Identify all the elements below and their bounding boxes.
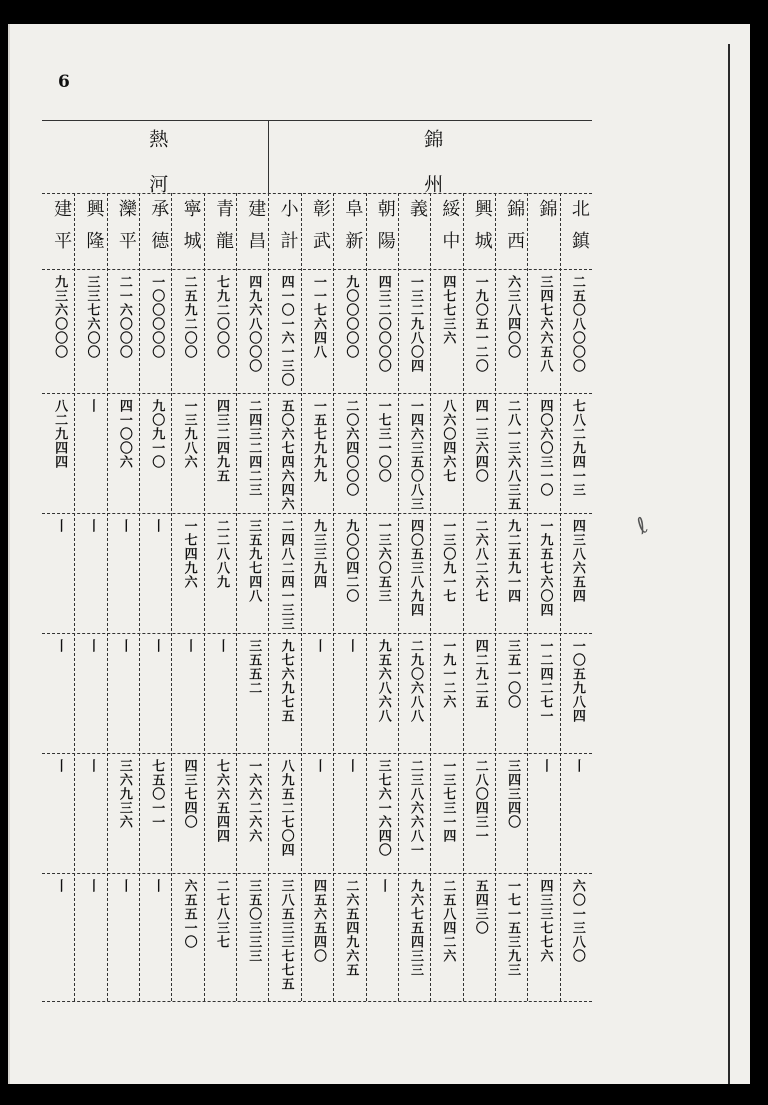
data-cell: 三五九七四八 [246, 519, 262, 603]
data-cell: 丨 [116, 519, 132, 533]
county-name: 綏中 [439, 199, 461, 263]
data-cell: 三四三四〇 [505, 759, 521, 829]
data-cell: 九〇〇四二〇 [343, 519, 359, 603]
data-cell: 丨 [343, 639, 359, 653]
band-divider [42, 873, 592, 874]
data-cell: 一七三一〇〇 [375, 399, 391, 483]
data-cell: 四三二〇〇〇〇 [375, 275, 391, 373]
data-cell: 九三六〇〇〇 [52, 275, 68, 359]
data-cell: 七六六五四四 [213, 759, 229, 843]
data-cell: 丨 [84, 639, 100, 653]
data-cell: 丨 [537, 759, 553, 773]
column-divider [527, 193, 528, 1001]
data-cell: 一一七六四八 [311, 275, 326, 359]
data-cell: 丨 [116, 879, 132, 893]
data-cell: 丨 [84, 879, 100, 893]
column-divider [107, 193, 108, 1001]
county-name: 阜新 [342, 199, 364, 263]
data-cell: 一九一二六 [440, 639, 456, 709]
band-divider [42, 633, 592, 634]
column-divider [171, 193, 172, 1001]
data-cell: 丨 [84, 519, 100, 533]
data-cell: 八六〇四六七 [440, 399, 456, 483]
data-cell: 二四八二四一三三 [278, 519, 294, 631]
band-divider [42, 393, 592, 394]
data-cell: 一三〇九一七 [440, 519, 456, 603]
data-cell: 二九〇六八八 [408, 639, 424, 723]
data-cell: 丨 [213, 639, 229, 653]
data-cell: 九三三九四 [311, 519, 326, 589]
county-name: 北鎮 [568, 199, 590, 263]
data-cell: 一七一五三九三 [505, 879, 521, 977]
province-divider [268, 121, 269, 193]
column-divider [430, 193, 431, 1001]
data-cell: 四一〇一六一三〇 [278, 275, 294, 387]
data-cell: 三四七六六五八 [537, 275, 553, 373]
data-cell: 一九〇五一二〇 [472, 275, 488, 373]
column-divider [74, 193, 75, 1001]
county-name: 興隆 [83, 199, 105, 263]
data-cell: 二二八八九 [213, 519, 229, 589]
column-divider [268, 193, 269, 1001]
data-cell: 九〇九一〇 [149, 399, 165, 469]
data-cell: 四一〇〇六 [116, 399, 132, 469]
statistics-table [42, 120, 592, 1001]
data-cell: 一四六三五〇八三 [408, 399, 424, 511]
data-cell: 丨 [52, 519, 68, 533]
county-name: 青龍 [212, 199, 234, 263]
data-cell: 四一三六四〇 [472, 399, 488, 483]
header-divider [42, 193, 592, 194]
data-cell: 二一六〇〇〇 [116, 275, 132, 359]
column-divider [463, 193, 464, 1001]
data-cell: 丨 [84, 759, 100, 773]
data-cell: 三三七六〇〇 [84, 275, 100, 359]
data-cell: 二八〇四三一 [472, 759, 488, 843]
province-label: 熱河 [146, 129, 169, 219]
data-cell: 二六八二六七 [472, 519, 488, 603]
data-cell: 丨 [52, 639, 68, 653]
data-cell: 八九五二七〇四 [278, 759, 294, 857]
data-cell: 二五八四二六 [440, 879, 456, 963]
data-cell: 九二五九一四 [505, 519, 521, 603]
data-cell: 五〇六七四六四六 [278, 399, 294, 511]
data-cell: 丨 [311, 759, 326, 773]
data-cell: 九〇〇〇〇〇 [343, 275, 359, 359]
data-cell: 八二九四四 [52, 399, 68, 469]
data-cell: 二五〇八〇〇〇 [569, 275, 585, 373]
data-cell: 四〇五三八九四 [408, 519, 424, 617]
data-cell: 丨 [149, 879, 165, 893]
pencil-annotation: ℓ [632, 513, 653, 540]
data-cell: 九六七五四三三 [408, 879, 424, 977]
column-divider [398, 193, 399, 1001]
band-divider [42, 1001, 592, 1002]
band-divider [42, 753, 592, 754]
data-cell: 丨 [149, 519, 165, 533]
data-cell: 三五五二 [246, 639, 262, 695]
data-cell: 丨 [343, 759, 359, 773]
data-cell: 丨 [149, 639, 165, 653]
data-cell: 六〇一三八〇 [569, 879, 585, 963]
data-cell: 一九五七六〇四 [537, 519, 553, 617]
data-cell: 一七四九六 [181, 519, 197, 589]
data-cell: 六五五一〇 [181, 879, 197, 949]
data-cell: 三八五三三七七五 [278, 879, 294, 991]
page-number: 6 [58, 72, 70, 92]
column-divider [560, 193, 561, 1001]
data-cell: 四二九二五 [472, 639, 488, 709]
county-name: 錦西 [504, 199, 526, 263]
county-name: 承德 [148, 199, 170, 263]
data-cell: 二三八六六八一 [408, 759, 424, 857]
data-cell: 一二四二七一 [537, 639, 553, 723]
data-cell: 一三六〇五三 [375, 519, 391, 603]
county-name: 建平 [51, 199, 73, 263]
data-cell: 四三二四九五 [213, 399, 229, 483]
column-divider [366, 193, 367, 1001]
data-cell: 三六九三六 [116, 759, 132, 829]
data-cell: 丨 [569, 759, 585, 773]
data-cell: 二七八三七 [213, 879, 229, 949]
county-name: 寧城 [180, 199, 202, 263]
county-name: 灤平 [115, 199, 137, 263]
column-divider [495, 193, 496, 1001]
data-cell: 四〇六〇三一〇 [537, 399, 553, 497]
column-divider [139, 193, 140, 1001]
data-cell: 七八二九四一三 [569, 399, 585, 497]
data-cell: 三五〇三三三 [246, 879, 262, 963]
data-cell: 二〇六四〇〇〇 [343, 399, 359, 497]
county-name: 錦 [536, 199, 558, 231]
column-divider [301, 193, 302, 1001]
data-cell: 二六五四九六五 [343, 879, 359, 977]
data-cell: 一五七九九九 [311, 399, 326, 483]
province-label: 錦州 [421, 129, 444, 219]
data-cell: 四九六八〇〇〇 [246, 275, 262, 373]
county-name: 小計 [277, 199, 299, 263]
band-divider [42, 269, 592, 270]
data-cell: 六三八四〇〇 [505, 275, 521, 359]
data-cell: 一〇五九八四 [569, 639, 585, 723]
county-name: 彰武 [310, 199, 331, 263]
data-cell: 一三二九八〇四 [408, 275, 424, 373]
data-cell: 丨 [375, 879, 391, 893]
county-name: 興城 [471, 199, 493, 263]
data-cell: 二四三二四二三 [246, 399, 262, 497]
data-cell: 四三八六五四 [569, 519, 585, 603]
data-cell: 一三九八六 [181, 399, 197, 469]
data-cell: 一三七三一四 [440, 759, 456, 843]
column-divider [333, 193, 334, 1001]
data-cell: 七九二〇〇〇 [213, 275, 229, 359]
data-cell: 三七六一六四〇 [375, 759, 391, 857]
data-cell: 丨 [311, 639, 326, 653]
county-name: 朝陽 [374, 199, 396, 263]
county-name: 義 [407, 199, 429, 231]
data-cell: 一六六二六六 [246, 759, 262, 843]
data-cell: 四七七三六 [440, 275, 456, 345]
data-cell: 丨 [116, 639, 132, 653]
data-cell: 丨 [52, 879, 68, 893]
column-divider [204, 193, 205, 1001]
column-divider [236, 193, 237, 1001]
data-cell: 四三三七七六 [537, 879, 553, 963]
document-page [8, 24, 750, 1084]
data-cell: 七五〇一一 [149, 759, 165, 829]
data-cell: 四三七四〇 [181, 759, 197, 829]
county-name: 建昌 [245, 199, 267, 263]
data-cell: 五四三〇 [472, 879, 488, 935]
data-cell: 丨 [181, 639, 197, 653]
binding-edge [728, 44, 730, 1084]
data-cell: 九五六八六八 [375, 639, 391, 723]
data-cell: 二八一三六八三五 [505, 399, 521, 511]
data-cell: 一〇〇〇〇〇 [149, 275, 165, 359]
band-divider [42, 513, 592, 514]
data-cell: 丨 [84, 399, 100, 413]
data-cell: 四五六五四〇 [311, 879, 326, 963]
data-cell: 丨 [52, 759, 68, 773]
data-cell: 三五一〇〇 [505, 639, 521, 709]
data-cell: 二五九二〇〇 [181, 275, 197, 359]
data-cell: 九七六九七五 [278, 639, 294, 723]
